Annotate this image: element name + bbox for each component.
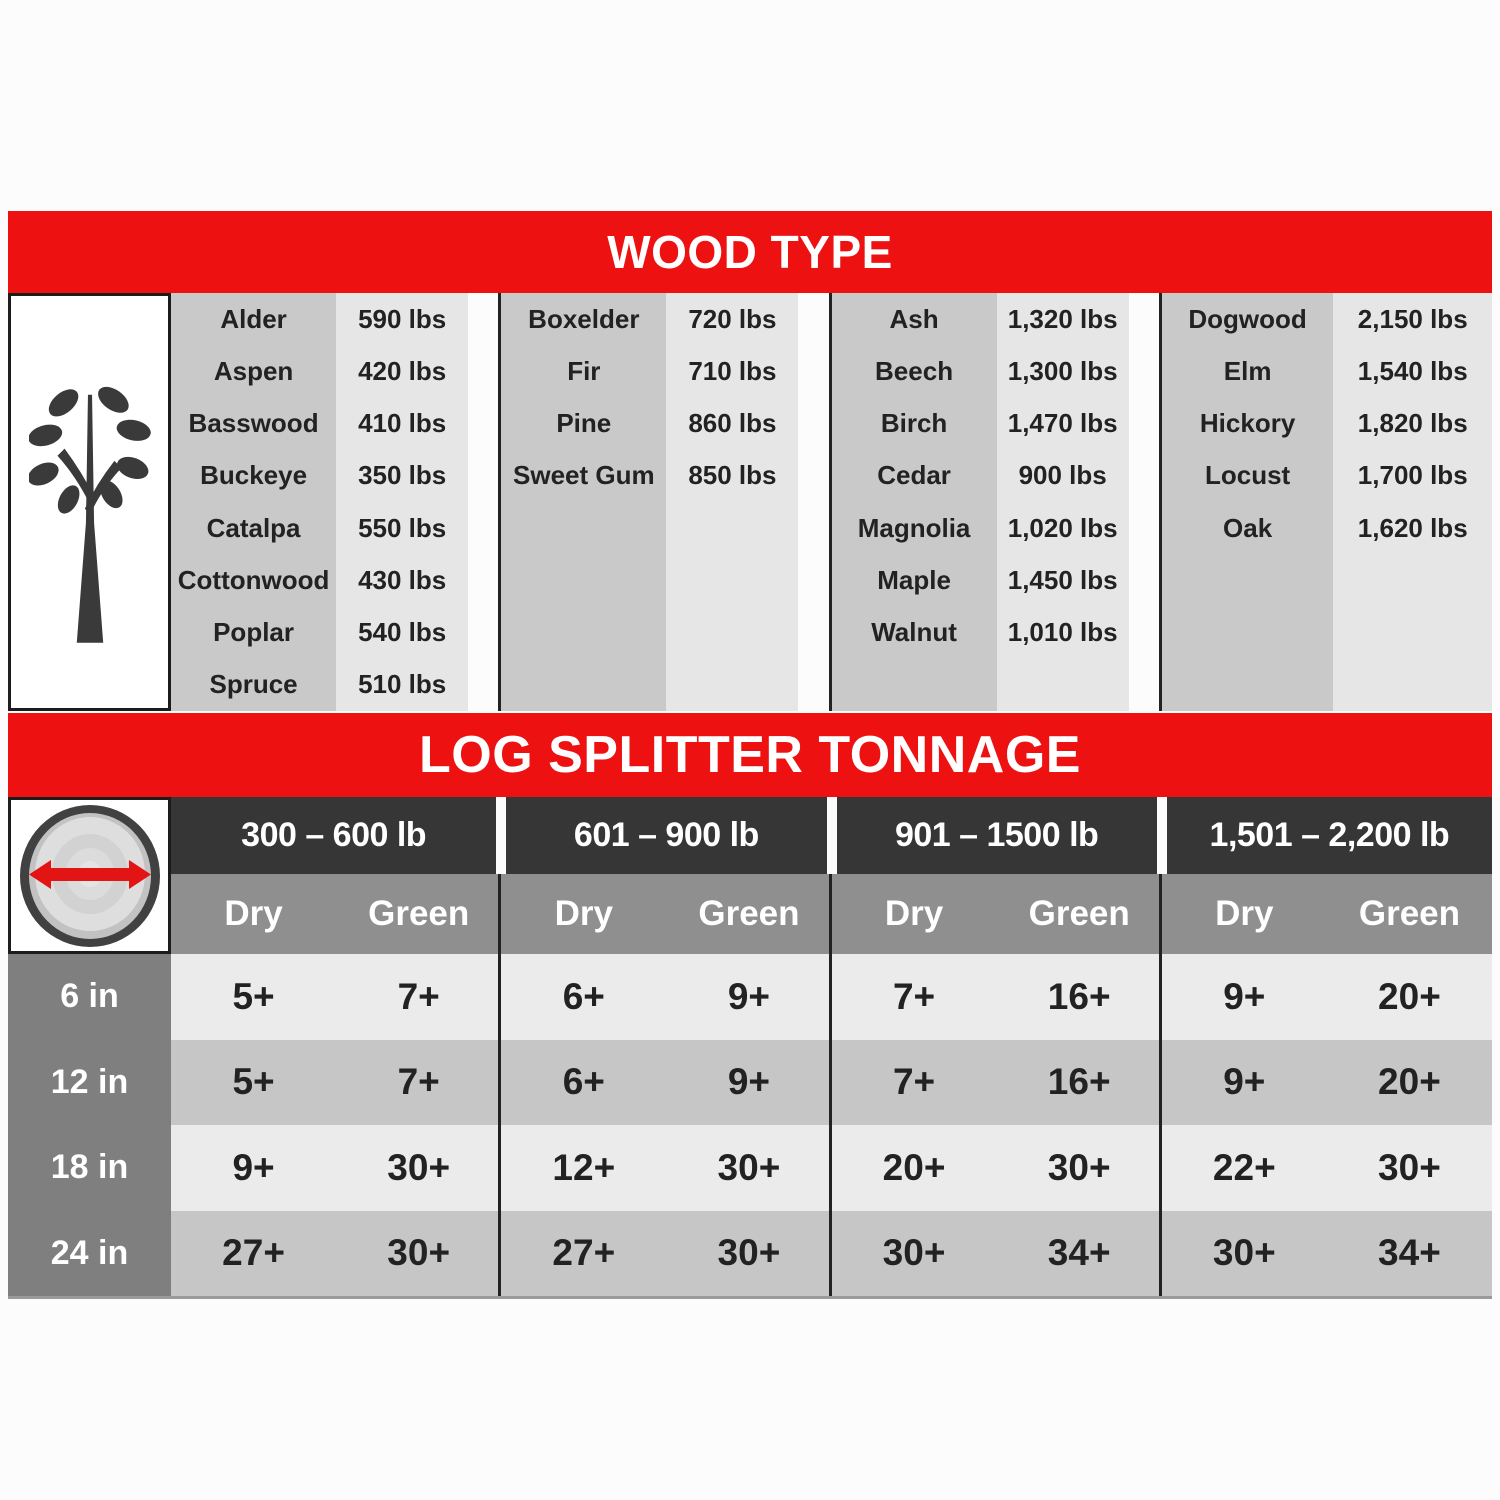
tonnage-data-group	[829, 1125, 1162, 1211]
tonnage-value-green: 9+	[727, 975, 771, 1017]
wood-weight-cell: 1,300 lbs	[1007, 355, 1118, 386]
tonnage-data-group	[171, 954, 501, 1040]
wood-weight-cell: 1,700 lbs	[1357, 460, 1468, 491]
dry-header: Dry	[224, 894, 283, 933]
wood-name-cell: Basswood	[188, 408, 319, 439]
tonnage-data-group	[829, 954, 1162, 1040]
wood-weight-cell: 1,010 lbs	[1007, 617, 1118, 648]
wood-name-cell: Sweet Gum	[513, 460, 655, 491]
tonnage-data-group	[498, 1211, 831, 1297]
tonnage-value-green: 30+	[717, 1232, 781, 1274]
wood-name-cell: Cedar	[877, 460, 951, 491]
wood-groups	[171, 293, 1492, 711]
log-diameter-label: 24 in	[8, 1211, 171, 1297]
tonnage-value-green: 20+	[1378, 975, 1441, 1017]
tonnage-value-dry: 7+	[892, 975, 936, 1017]
wood-type-header-bar	[8, 211, 1492, 293]
green-header: Green	[368, 894, 470, 933]
wood-weight-cell: 350 lbs	[358, 460, 447, 491]
dry-green-group	[1159, 874, 1492, 954]
dry-green-group	[171, 874, 501, 954]
tonnage-value-green: 16+	[1047, 975, 1111, 1017]
tonnage-data-group	[829, 1211, 1162, 1297]
dry-header: Dry	[1215, 894, 1274, 933]
weight-class-cell-wrap	[501, 797, 831, 874]
weight-class-header: 601 – 900 lb	[506, 797, 826, 874]
log-cross-section-icon	[15, 802, 165, 950]
wood-name-cell: Spruce	[209, 669, 298, 700]
wood-name-cell: Boxelder	[528, 303, 640, 334]
tonnage-value-dry: 9+	[232, 1146, 275, 1188]
wood-name-cell: Catalpa	[206, 512, 301, 543]
wood-name-cell: Poplar	[213, 617, 295, 648]
tonnage-row	[8, 1125, 1492, 1211]
tonnage-value-green: 30+	[387, 1232, 451, 1274]
wood-name-cell: Aspen	[213, 355, 294, 386]
tonnage-value-dry: 9+	[1223, 975, 1266, 1017]
tonnage-row	[8, 1211, 1492, 1297]
tonnage-value-green: 7+	[397, 975, 440, 1017]
tonnage-value-dry: 7+	[892, 1061, 936, 1103]
tonnage-value-dry: 5+	[232, 1061, 275, 1103]
tonnage-data-group	[498, 954, 831, 1040]
tonnage-value-green: 16+	[1047, 1061, 1111, 1103]
wood-weight-cell: 1,020 lbs	[1007, 512, 1118, 543]
tonnage-table	[8, 797, 1492, 1299]
tree-shape	[29, 381, 151, 642]
tonnage-value-green: 30+	[1047, 1146, 1111, 1188]
wood-weight-cell: 850 lbs	[688, 460, 777, 491]
weight-class-header: 300 – 600 lb	[171, 797, 496, 874]
wood-group-grid	[1162, 293, 1492, 711]
wood-name-cell: Buckeye	[200, 460, 308, 491]
wood-weight-cell: 860 lbs	[688, 408, 777, 439]
tonnage-data-group	[498, 1040, 831, 1126]
tonnage-data-group	[1159, 954, 1492, 1040]
tonnage-data-group	[1159, 1211, 1492, 1297]
wood-weight-cell: 510 lbs	[358, 669, 447, 700]
tonnage-data-group	[1159, 1125, 1492, 1211]
wood-name-cell: Maple	[877, 564, 951, 595]
weight-class-cell-wrap	[832, 797, 1162, 874]
wood-weight-cell: 1,450 lbs	[1007, 564, 1118, 595]
tonnage-value-dry: 6+	[562, 975, 605, 1017]
wood-name-cell: Cottonwood	[177, 564, 330, 595]
tonnage-value-green: 34+	[1047, 1232, 1111, 1274]
tonnage-value-dry: 27+	[552, 1232, 616, 1274]
wood-weight-cell: 1,470 lbs	[1007, 408, 1118, 439]
wood-name-cell: Pine	[556, 408, 612, 439]
wood-group	[501, 293, 831, 711]
tonnage-header-bar	[8, 713, 1492, 797]
tree-icon	[29, 360, 151, 645]
tonnage-value-green: 7+	[397, 1061, 440, 1103]
tonnage-value-green: 34+	[1378, 1232, 1441, 1274]
wood-name-cell: Locust	[1204, 460, 1291, 491]
tonnage-data-group	[171, 1040, 501, 1126]
tonnage-data-group	[498, 1125, 831, 1211]
green-header: Green	[698, 894, 800, 933]
tonnage-value-dry: 9+	[1223, 1061, 1266, 1103]
tonnage-value-green: 30+	[387, 1146, 451, 1188]
green-header: Green	[1358, 894, 1461, 933]
wood-name-cell: Ash	[889, 303, 939, 334]
wood-weight-cell: 540 lbs	[358, 617, 447, 648]
tonnage-value-dry: 12+	[552, 1146, 616, 1188]
wood-name-cell: Fir	[567, 355, 601, 386]
tonnage-data-group	[829, 1040, 1162, 1126]
dry-header: Dry	[554, 894, 613, 933]
tonnage-value-dry: 30+	[1212, 1232, 1276, 1274]
weight-class-cell-wrap	[1162, 797, 1492, 874]
tonnage-subheader-row	[171, 874, 1492, 954]
tonnage-value-dry: 30+	[882, 1232, 946, 1274]
wood-weight-cell: 1,320 lbs	[1007, 303, 1118, 334]
tonnage-data-group	[171, 1125, 501, 1211]
wood-name-cell: Birch	[880, 408, 948, 439]
wood-weight-cell: 710 lbs	[688, 355, 777, 386]
tonnage-value-green: 20+	[1378, 1061, 1441, 1103]
wood-weight-cell: 720 lbs	[688, 303, 777, 334]
tonnage-value-green: 30+	[1378, 1146, 1441, 1188]
wood-name-cell: Beech	[875, 355, 954, 386]
weight-class-cell-wrap	[171, 797, 501, 874]
dry-green-group	[498, 874, 831, 954]
wood-name-cell: Oak	[1223, 512, 1273, 543]
tonnage-data-group	[1159, 1040, 1492, 1126]
tonnage-value-dry: 5+	[232, 975, 275, 1017]
green-header: Green	[1028, 894, 1130, 933]
wood-group-grid	[501, 293, 831, 711]
log-diameter-label: 6 in	[8, 954, 171, 1040]
wood-weight-cell: 590 lbs	[358, 303, 447, 334]
wood-weight-cell: 1,620 lbs	[1357, 512, 1468, 543]
wood-type-table	[8, 293, 1492, 711]
wood-name-cell: Dogwood	[1188, 303, 1307, 334]
tonnage-data-group	[171, 1211, 501, 1297]
wood-type-title: WOOD TYPE	[607, 226, 893, 278]
log-icon-cell	[8, 797, 171, 954]
wood-weight-cell: 2,150 lbs	[1357, 303, 1468, 334]
dry-green-group	[829, 874, 1162, 954]
tree-icon-cell	[8, 293, 171, 711]
tonnage-value-dry: 20+	[882, 1146, 946, 1188]
tonnage-value-green: 30+	[717, 1146, 781, 1188]
wood-name-cell: Walnut	[871, 617, 957, 648]
tonnage-row	[8, 954, 1492, 1040]
wood-weight-cell: 550 lbs	[358, 512, 447, 543]
log-diameter-label: 12 in	[8, 1040, 171, 1126]
wood-weight-cell: 430 lbs	[358, 564, 447, 595]
log-diameter-label: 18 in	[8, 1125, 171, 1211]
tonnage-value-dry: 27+	[222, 1232, 285, 1274]
wood-group-grid	[832, 293, 1162, 711]
wood-group-grid	[171, 293, 501, 711]
wood-group	[171, 293, 501, 711]
wood-weight-cell: 410 lbs	[358, 408, 447, 439]
tonnage-body	[8, 954, 1492, 1296]
wood-weight-cell: 1,820 lbs	[1357, 408, 1468, 439]
tonnage-row	[8, 1040, 1492, 1126]
wood-group	[1162, 293, 1492, 711]
wood-weight-cell: 1,540 lbs	[1357, 355, 1468, 386]
wood-weight-cell: 420 lbs	[358, 355, 447, 386]
wood-name-cell: Elm	[1223, 355, 1272, 386]
wood-name-cell: Magnolia	[857, 512, 971, 543]
tonnage-title: LOG SPLITTER TONNAGE	[419, 726, 1081, 784]
tonnage-value-dry: 22+	[1212, 1146, 1276, 1188]
weight-class-header: 1,501 – 2,200 lb	[1167, 797, 1492, 874]
tonnage-value-green: 9+	[727, 1061, 771, 1103]
dry-header: Dry	[884, 894, 944, 933]
tonnage-value-dry: 6+	[562, 1061, 605, 1103]
wood-weight-cell: 900 lbs	[1018, 460, 1107, 491]
wood-name-cell: Hickory	[1199, 408, 1296, 439]
wood-name-cell: Alder	[220, 303, 287, 334]
tonnage-class-row	[171, 797, 1492, 874]
wood-group	[832, 293, 1162, 711]
weight-class-header: 901 – 1500 lb	[837, 797, 1157, 874]
